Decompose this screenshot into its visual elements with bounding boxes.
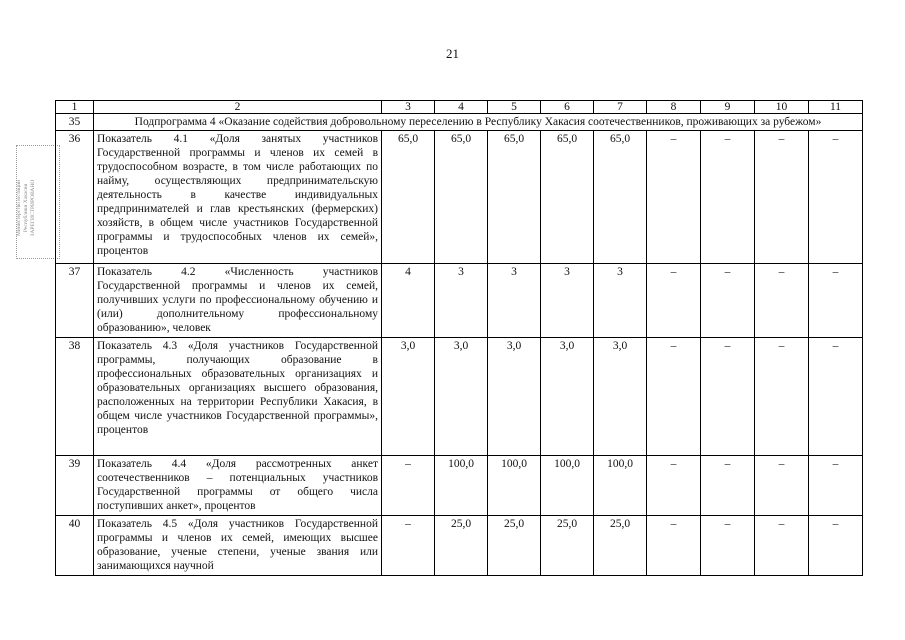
value-cell: 3 xyxy=(488,264,541,338)
value-cell: 100,0 xyxy=(541,456,594,516)
row-number: 37 xyxy=(56,264,94,338)
row-number: 40 xyxy=(56,516,94,576)
indicator-description: Показатель 4.1 «Доля занятых участников Государственной программы и членов их семей в трудоспособном возрасте, в том числе работающих по найму, осуществляющих предпринимательскую деятельность в качестве индивидуальных предпринимателей и глав крестьянских (фермерских) хозяйств, в общем числе участников Государственной программы и трудоспособных членов их семей», процентов xyxy=(94,131,382,264)
value-cell: 100,0 xyxy=(435,456,488,516)
value-cell: – xyxy=(701,338,755,456)
value-cell: – xyxy=(647,456,701,516)
row-number: 36 xyxy=(56,131,94,264)
value-cell: – xyxy=(809,456,863,516)
value-cell: – xyxy=(647,516,701,576)
table-row xyxy=(56,516,863,576)
row-number: 38 xyxy=(56,338,94,456)
value-cell: 4 xyxy=(382,264,435,338)
subprogram-row xyxy=(56,114,863,131)
value-cell: – xyxy=(755,264,809,338)
value-cell: – xyxy=(809,131,863,264)
value-cell: 100,0 xyxy=(488,456,541,516)
header-row xyxy=(56,101,863,114)
value-cell: 3,0 xyxy=(382,338,435,456)
value-cell: – xyxy=(701,456,755,516)
value-cell: – xyxy=(647,264,701,338)
value-cell: – xyxy=(809,516,863,576)
header-cell: 5 xyxy=(488,101,541,114)
indicator-description: Показатель 4.2 «Численность участников Государственной программы и членов их семей, получивших услуги по профессиональному обучению и (или) дополнительному профессиональному образованию», человек xyxy=(94,264,382,338)
indicator-description: Показатель 4.5 «Доля участников Государственной программы и членов их семей, имеющих высшее образование, ученые степени, ученые звания или занимающихся научной xyxy=(94,516,382,576)
value-cell: – xyxy=(755,516,809,576)
value-cell: – xyxy=(382,516,435,576)
value-cell: – xyxy=(647,338,701,456)
header-cell: 10 xyxy=(755,101,809,114)
header-cell: 3 xyxy=(382,101,435,114)
header-cell: 8 xyxy=(647,101,701,114)
value-cell: – xyxy=(755,456,809,516)
indicator-description: Показатель 4.4 «Доля рассмотренных анкет соотечественников – потенциальных участников Государственной программы от общего числа поступивших анкет», процентов xyxy=(94,456,382,516)
table-row xyxy=(56,456,863,516)
value-cell: – xyxy=(809,264,863,338)
value-cell: 65,0 xyxy=(488,131,541,264)
value-cell: 65,0 xyxy=(435,131,488,264)
value-cell: – xyxy=(382,456,435,516)
value-cell: 25,0 xyxy=(435,516,488,576)
registration-stamp-text: Министерство юстиции Республики Хакасия ЗАРЕГИСТРИРОВАНО xyxy=(16,179,36,237)
value-cell: 3 xyxy=(435,264,488,338)
value-cell: 3,0 xyxy=(435,338,488,456)
value-cell: – xyxy=(809,338,863,456)
row-number: 39 xyxy=(56,456,94,516)
value-cell: 25,0 xyxy=(488,516,541,576)
value-cell: – xyxy=(701,131,755,264)
indicator-description: Показатель 4.3 «Доля участников Государственной программы, получающих образование в профессиональных образовательных организациях и образовательных организациях высшего образования, расположенных на территории Республики Хакасия, в общем числе участников Государственной программы», процентов xyxy=(94,338,382,456)
header-cell: 9 xyxy=(701,101,755,114)
row-number: 35 xyxy=(56,114,94,131)
value-cell: – xyxy=(647,131,701,264)
header-cell: 7 xyxy=(594,101,647,114)
value-cell: 65,0 xyxy=(382,131,435,264)
value-cell: 100,0 xyxy=(594,456,647,516)
header-cell: 4 xyxy=(435,101,488,114)
subprogram-title: Подпрограмма 4 «Оказание содействия добровольному переселению в Республику Хакасия соотечественников, проживающих за рубежом» xyxy=(94,114,863,131)
value-cell: 3 xyxy=(541,264,594,338)
value-cell: – xyxy=(701,264,755,338)
table-row xyxy=(56,131,863,264)
value-cell: – xyxy=(701,516,755,576)
value-cell: 3,0 xyxy=(541,338,594,456)
value-cell: 65,0 xyxy=(541,131,594,264)
value-cell: – xyxy=(755,131,809,264)
indicators-table xyxy=(55,100,863,576)
value-cell: 25,0 xyxy=(541,516,594,576)
value-cell: – xyxy=(755,338,809,456)
value-cell: 3 xyxy=(594,264,647,338)
header-cell: 6 xyxy=(541,101,594,114)
header-cell: 1 xyxy=(56,101,94,114)
value-cell: 65,0 xyxy=(594,131,647,264)
table-row xyxy=(56,338,863,456)
header-cell: 11 xyxy=(809,101,863,114)
value-cell: 3,0 xyxy=(594,338,647,456)
value-cell: 25,0 xyxy=(594,516,647,576)
table-row xyxy=(56,264,863,338)
value-cell: 3,0 xyxy=(488,338,541,456)
header-cell: 2 xyxy=(94,101,382,114)
page-number: 21 xyxy=(446,46,459,61)
